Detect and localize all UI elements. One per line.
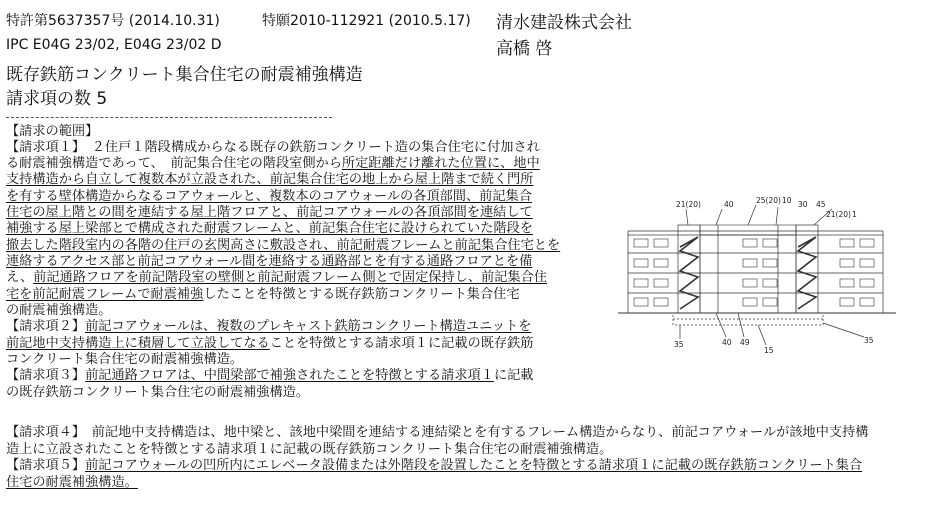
ipc-code: IPC E04G 23/02, E04G 23/02 D bbox=[6, 37, 222, 53]
claim-2-line: コンクリート集合住宅の耐震補強構造。 bbox=[6, 352, 244, 367]
claim-1-underlined: 前記通路フロアを前記階段室の壁側と前記耐震フレーム側とで固定保持し、前記集合住 bbox=[33, 270, 547, 285]
claims-count: 請求項の数 5 bbox=[6, 89, 108, 109]
fig-label: 30 bbox=[798, 200, 808, 209]
claim-1-line: 補強する屋上梁部とで構成された耐震フレームと、前記集合住宅に設けられていた階段を bbox=[6, 221, 533, 236]
claim-3-label: 【請求項３】 bbox=[6, 368, 86, 383]
claim-3-line: の既存鉄筋コンクリート集合住宅の耐震補強構造。 bbox=[6, 385, 310, 400]
claim-2-line bbox=[6, 319, 531, 335]
claim-1-line: の耐震補強構造。 bbox=[6, 303, 112, 318]
fig-label: 21(20) bbox=[676, 200, 701, 209]
claim-3-line bbox=[6, 368, 534, 384]
claim-3-underlined: 前記通路フロアは、中間梁部で補強されたことを特徴とする請求項１ bbox=[85, 368, 494, 383]
building-elevation-drawing bbox=[618, 195, 898, 355]
claim-2-line bbox=[6, 336, 534, 352]
fig-label: 21(20) bbox=[826, 210, 851, 219]
claim-1-line: 支持構造から自立して複数本が立設された、前記集合住宅の地上から屋上階まで続く門所 bbox=[6, 172, 534, 187]
claim-2-underlined: 前記地中支持構造上に積層して立設してなる bbox=[6, 336, 270, 351]
claims-heading: 【請求の範囲】 bbox=[6, 124, 99, 139]
claim-1-line bbox=[6, 140, 540, 156]
fig-label: 40 bbox=[722, 338, 732, 347]
claim-1-line bbox=[6, 270, 547, 286]
claim-1-text: したことを特徴とする既存鉄筋コンクリート集合住宅 bbox=[203, 287, 520, 302]
claim-1-underlined: 所定距離だけ離れた位置に、地中 bbox=[341, 156, 540, 171]
claim-5-line: 住宅の耐震補強構造。 bbox=[6, 475, 138, 490]
claim-5-underlined: 前記コアウォールの凹所内にエレベータ設備または外階段を設置したことを特徴とする請求項１に記載の既存鉄筋コンクリート集合 bbox=[85, 458, 863, 473]
fig-label: 40 bbox=[724, 200, 734, 209]
claim-1-line: を有する壁体構造からなるコアウォールと、複数本のコアウォールの各頂部間、前記集合 bbox=[6, 189, 532, 204]
claim-1-text: 【請求項１】 ２住戸１階段構成からなる既存の鉄筋コンクリート造の集合住宅に付加され bbox=[6, 140, 540, 155]
claim-2-label: 【請求項２】 bbox=[6, 319, 86, 334]
separator-line bbox=[6, 117, 332, 118]
company-name: 清水建設株式会社 bbox=[496, 13, 632, 33]
claim-1-text: る耐震補強構造であって、 前記集合住宅の階段室側から bbox=[6, 156, 342, 171]
claim-5-line bbox=[6, 458, 862, 474]
claim-1-underlined: 宅を前記耐震フレームで耐震補強 bbox=[6, 287, 204, 302]
claim-4-line: 造上に立設されたことを特徴とする請求項１に記載の既存鉄筋コンクリート集合住宅の耐震補強構造。 bbox=[6, 442, 613, 457]
patent-number: 特許第5637357号 (2014.10.31) bbox=[6, 13, 220, 29]
patent-title: 既存鉄筋コンクリート集合住宅の耐震補強構造 bbox=[6, 65, 363, 85]
fig-label: 10 bbox=[782, 196, 792, 205]
claim-1-line bbox=[6, 287, 520, 303]
claim-1-text: え、 bbox=[6, 270, 34, 285]
claim-3-text: に記載 bbox=[493, 368, 534, 383]
fig-label: 49 bbox=[740, 338, 750, 347]
claim-2-text: ことを特徴とする請求項１に記載の既存鉄筋 bbox=[269, 336, 534, 351]
claim-1-line: 連絡するアクセス部と前記コアウォール間を連絡する通路部とを有する通路フロアとを備 bbox=[6, 254, 533, 269]
inventor-name: 高橋 啓 bbox=[496, 39, 553, 59]
claim-1-line: 撤去した階段室内の各階の住戸の玄関高さに敷設され、前記耐震フレームと前記集合住宅とを bbox=[6, 238, 561, 253]
claim-1-line: 住宅の屋上階との間を連結する屋上階フロアと、前記コアウォールの各頂部間を連結して bbox=[6, 205, 533, 220]
claim-5-label: 【請求項５】 bbox=[6, 458, 86, 473]
claim-1-line bbox=[6, 156, 540, 172]
claim-4-line: 【請求項４】 前記地中支持構造は、地中梁と、該地中梁間を連結する連結梁とを有するフレーム構造からなり、前記コアウォールが該地中支持構 bbox=[6, 425, 869, 440]
fig-label: 45 bbox=[816, 200, 826, 209]
fig-label: 1 bbox=[852, 210, 857, 219]
claim-2-underlined: 前記コアウォールは、複数のプレキャスト鉄筋コンクリート構造ユニットを bbox=[85, 319, 532, 334]
fig-label: 25(20) bbox=[756, 196, 781, 205]
fig-label: 35 bbox=[864, 336, 874, 345]
fig-label: 35 bbox=[674, 340, 684, 349]
application-number: 特願2010-112921 (2010.5.17) bbox=[262, 13, 471, 29]
fig-label: 15 bbox=[764, 346, 774, 355]
building-outline bbox=[628, 235, 883, 313]
